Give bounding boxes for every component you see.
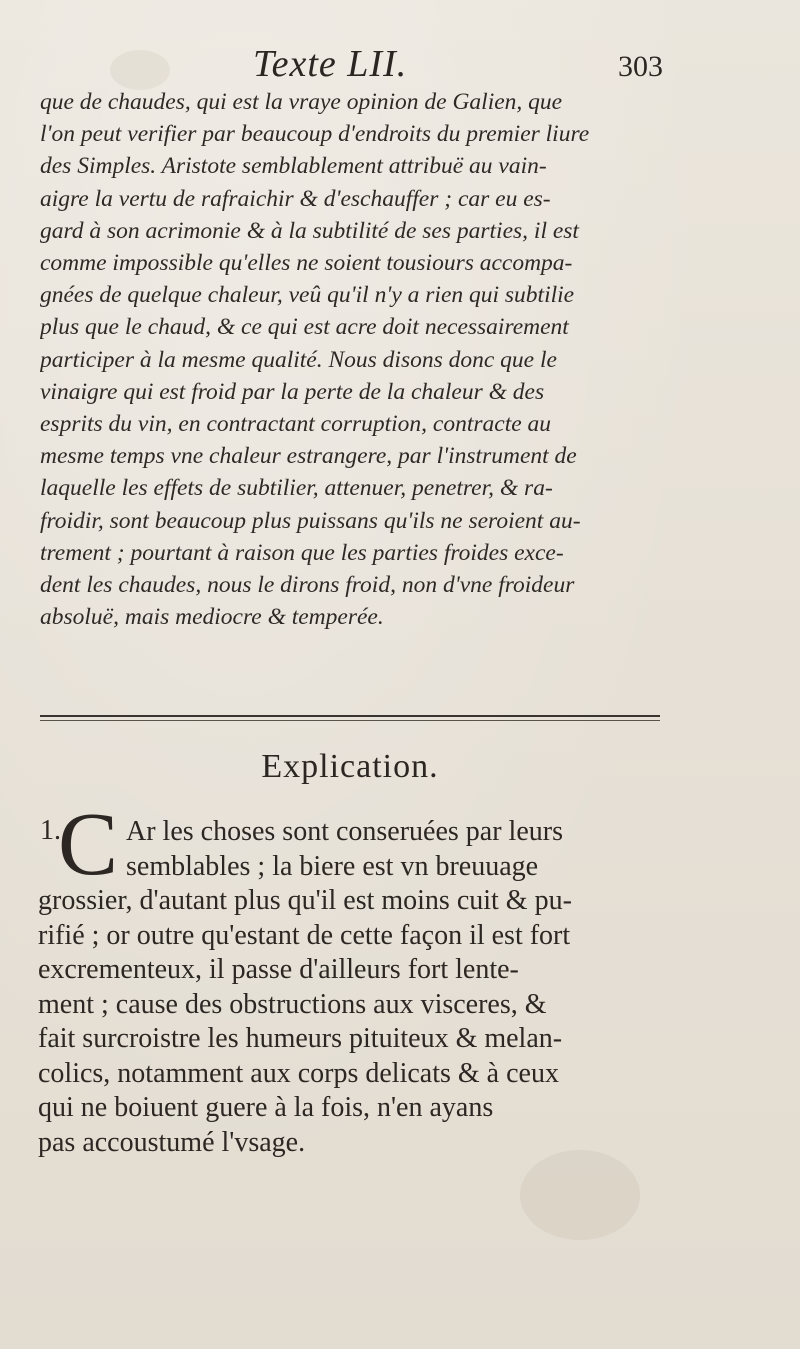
- text-line: dent les chaudes, nous le dirons froid, non d'vne froideur: [40, 572, 575, 599]
- paper-stain: [520, 1150, 640, 1240]
- section-divider-thin: [40, 720, 660, 721]
- quoted-text-block: [40, 86, 740, 633]
- explication-text-block: [38, 815, 703, 1160]
- text-line: des Simples. Aristote semblablement attribuë au vain-: [40, 153, 547, 180]
- text-line: esprits du vin, en contractant corruption, contracte au: [40, 411, 552, 438]
- text-line: qui ne boiuent guere à la fois, n'en ayans: [38, 1092, 494, 1123]
- text-line: Ar les choses sont conseruées par leurs: [126, 816, 563, 847]
- paragraph-number: 1.: [40, 815, 61, 846]
- running-title: Texte LII.: [253, 43, 408, 85]
- section-heading: Explication.: [261, 748, 439, 785]
- text-line: rifié ; or outre qu'estant de cette façon il est fort: [38, 919, 571, 951]
- section-divider: [40, 715, 660, 717]
- text-line: que de chaudes, qui est la vraye opinion de Galien, que: [40, 89, 563, 115]
- text-line: excrementeux, il passe d'ailleurs fort lente-: [38, 954, 519, 985]
- text-line: plus que le chaud, & ce qui est acre doit necessairement: [40, 314, 569, 341]
- text-line: gard à son acrimonie & à la subtilité de ses parties, il est: [40, 217, 579, 244]
- text-line: comme impossible qu'elles ne soient tousiours accompa-: [40, 250, 573, 277]
- text-line: aigre la vertu de rafraichir & d'eschauffer ; car eu es-: [40, 185, 551, 212]
- text-line: gnées de quelque chaleur, veû qu'il n'y a rien qui subtilie: [40, 282, 575, 309]
- text-line: participer à la mesme qualité. Nous disons donc que le: [40, 346, 557, 373]
- page-number: 303: [618, 50, 663, 83]
- text-line: laquelle les effets de subtilier, attenuer, penetrer, & ra-: [40, 475, 553, 502]
- page-header: [0, 42, 800, 85]
- text-line: fait surcroistre les humeurs pituiteux & melan-: [38, 1023, 563, 1054]
- text-line: semblables ; la biere est vn breuuage: [126, 850, 539, 882]
- text-line: pas accoustumé l'vsage.: [38, 1126, 306, 1158]
- text-line: absoluë, mais mediocre & temperée.: [40, 604, 384, 631]
- text-line: froidir, sont beaucoup plus puissans qu'ils ne seroient au-: [40, 507, 581, 534]
- drop-cap-letter: C: [58, 795, 119, 894]
- text-line: ment ; cause des obstructions aux visceres, &: [38, 988, 547, 1020]
- text-line: vinaigre qui est froid par la perte de la chaleur & des: [40, 378, 545, 405]
- text-line: l'on peut verifier par beaucoup d'endroits du premier liure: [40, 121, 590, 148]
- text-line: mesme temps vne chaleur estrangere, par l'instrument de: [40, 443, 577, 470]
- text-line: grossier, d'autant plus qu'il est moins cuit & pu-: [38, 885, 572, 916]
- text-line: colics, notamment aux corps delicats & à ceux: [38, 1057, 559, 1089]
- text-line: trement ; pourtant à raison que les parties froides exce-: [40, 539, 564, 566]
